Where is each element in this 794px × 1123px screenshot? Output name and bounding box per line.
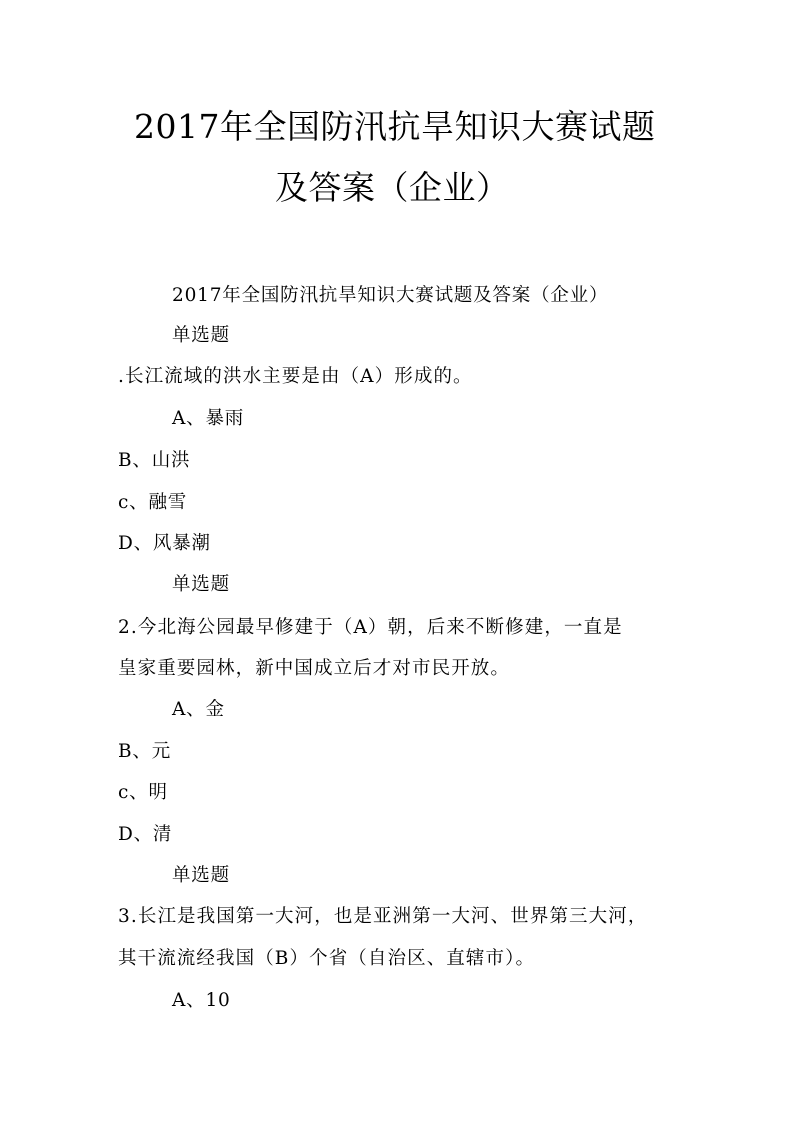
section-heading-q1: 单选题: [172, 325, 230, 346]
document-title-line-1: 2017年全国防汛抗旱知识大赛试题: [134, 107, 656, 146]
question-1-option-a: A、暴雨: [172, 408, 245, 429]
question-3-text-line-2: 其干流流经我国（B）个省（自治区、直辖市）。: [118, 948, 536, 969]
question-2-option-b: B、元: [118, 741, 171, 762]
question-1-option-d: D、风暴潮: [118, 533, 211, 554]
document-title-line-2: 及答案（企业）: [275, 168, 510, 207]
question-3-text-line-1: 3.长江是我国第一大河，也是亚洲第一大河、世界第三大河，: [118, 906, 648, 927]
question-2-text-line-2: 皇家重要园林，新中国成立后才对市民开放。: [118, 658, 511, 679]
question-2-option-a: A、金: [172, 699, 225, 720]
question-1-option-c: c、融雪: [118, 492, 188, 513]
question-2-option-d: D、清: [118, 824, 173, 845]
document-subtitle: 2017年全国防汛抗旱知识大赛试题及答案（企业）: [172, 285, 609, 306]
question-2-option-c: c、明: [118, 782, 168, 803]
question-1-text: .长江流域的洪水主要是由（A）形成的。: [118, 366, 473, 387]
question-1-option-b: B、山洪: [118, 450, 191, 471]
question-2-text-line-1: 2.今北海公园最早修建于（A）朝，后来不断修建，一直是: [118, 617, 623, 638]
section-heading-q2: 单选题: [172, 574, 230, 595]
section-heading-q3: 单选题: [172, 865, 230, 886]
question-3-option-a: A、10: [172, 990, 231, 1011]
